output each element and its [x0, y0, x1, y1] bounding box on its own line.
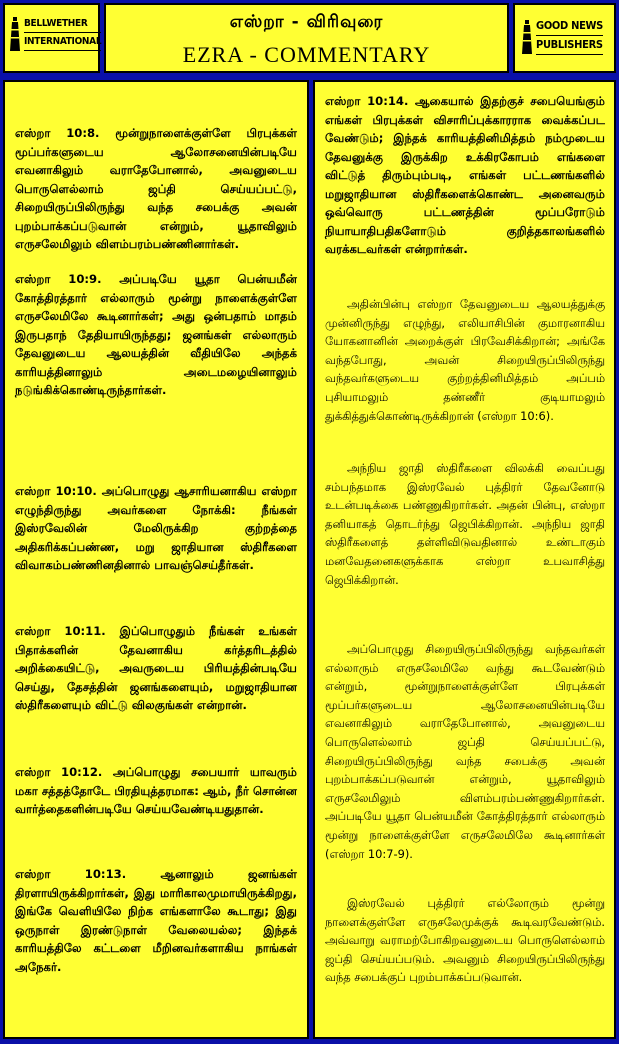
verse-10-12: எஸ்றா 10:12. அப்பொழுது சபையார் யாவரும் மகா சத்தத்தோடே பிரதியுத்தரமாக: ஆம், நீர் சொன்ன வார்த்தைகளின்படியே செய்யவேண்டியதுதான். [15, 765, 297, 816]
verse-10-13: எஸ்றா 10:13. ஆனாலும் ஜனங்கள் திரளாயிருக்கிறார்கள், இது மாரிகாலமுமாயிருக்கிறது, இங்கே வெளியிலே நிற்க எங்களாலே கூடாது; இது ஒருநாள் இரண்டுநாள் வேலையல்ல; இந்தக் காரியத்திலே கட்டளை மீறினவர்களாகிய நாங்கள் அநேகர். [15, 867, 297, 974]
verse-10-9: எஸ்றா 10:9. அப்படியே யூதா பென்யமீன் கோத்திரத்தார் எல்லாரும் மூன்று நாளைக்குள்ளே எருசலேமிலே கூடினார்கள்; அது ஒன்பதாம் மாதம் இருபதாந் தேதியாயிருந்தது; ஜனங்கள் எல்லாரும் தேவனுடைய ஆலயத்தின் வீதியிலே அந்தக் காரியத்தினாலும் அடைமழையினாலும் நடுங்கிக்கொண்டிருந்தார்கள். [15, 272, 297, 397]
commentary-paragraph: அந்நிய ஜாதி ஸ்திரீகளை விலக்கி வைப்பது சம்பந்தமாக இஸ்ரவேல் புத்திரர் தேவனோடு உடன்படிக்கை பண்ணுகிறார்கள். அதன் பின்பு, எஸ்றா தனியாகத் தொடர்ந்து ஜெபிக்கிறான். அந்நிய ஜாதி ஸ்திரீகளைத் தள்ளிவிடுவதினால் உண்டாகும் மனவேதனைகளுக்காக எஸ்றா உபவாசித்து ஜெபிக்கிறான். [325, 461, 605, 587]
commentary-paragraph: அப்பொழுது சிறையிருப்பிலிருந்து வந்தவர்கள் எல்லாரும் எருசலேமிலே வந்து கூடவேண்டும் என்றும், மூன்றுநாளைக்குள்ளே பிரபுக்கள் மூப்பர்களுடைய ஆலோசனையின்படியே எவனாகிலும் வராதேபோனால், அவனுடைய பொருளெல்லாம் ஜப்தி செய்யப்பட்டு, சிறையிருப்பிலிருந்து வந்த சபைக்கு அவன் புறம்பாக்கப்படுவான் என்றும், யூதாவிலும் எருசலேமிலும் விளம்பரம்பண்ணுகிறார்கள். அப்படியே யூதா பென்யமீன் கோத்திரத்தார் எல்லாரும் மூன்று நாளைக்குள்ளே எருசலேமிலே கூடினார்கள் (எஸ்றா 10:7-9). [325, 642, 605, 861]
bellwether-logo-text [24, 15, 101, 51]
lighthouse-icon [9, 15, 21, 51]
commentary-paragraph: அதின்பின்பு எஸ்றா தேவனுடைய ஆலயத்துக்கு முன்னிருந்து எழுந்து, எலியாசிபின் குமாரனாகிய யோகனானின் அறைக்குள் பிரவேசிக்கிறான்; அங்கே வந்தபோது, அவன் சிறையிருப்பிலிருந்து வந்தவர்களுடைய குற்றத்தினிமித்தம் அப்பம் புசியாமலும் தண்ணீர் குடியாமலும் துக்கித்துக்கொண்டிருக்கிறான் (எஸ்றா 10:6). [325, 297, 605, 423]
right-column [313, 80, 616, 1039]
bellwether-logo [3, 3, 100, 73]
lighthouse-icon [521, 18, 533, 54]
verse-10-14: எஸ்றா 10:14. ஆகையால் இதற்குச் சபையெங்கும் எங்கள் பிரபுக்கள் விசாரிப்புக்காரராக வைக்கப்பட வேண்டும்; இந்தக் காரியத்தினிமித்தம் நம்முடைய தேவனுக்கு இருக்கிற உக்கிரகோபம் எங்களை விட்டுத் திரும்பும்படி, எங்கள் பட்டணங்களில் மறுஜாதியான ஸ்திரீகளைக்கொண்ட அனைவரும் ஒவ்வொரு பட்டணத்தின் மூப்பரோடும் நியாயாதிபதிகளோடும் குறித்தகாலங்களில் வரக்கடவர்கள் என்றார்கள். [325, 94, 605, 256]
good-news-logo-text [536, 17, 603, 55]
commentary-paragraph: இஸ்ரவேல் புத்திரர் எல்லோரும் மூன்று நாளைக்குள்ளே எருசலேமுக்குக் கூடிவரவேண்டும். அவ்வாறு வராமற்போகிறவனுடைய பொருளெல்லாம் ஜப்தி செய்யப்படும். அவனும் சிறையிருப்பிலிருந்து வந்த சபைக்குப் புறம்பாக்கப்படுவான். [325, 896, 605, 985]
page-title-tamil: எஸ்றா - விரிவுரை [229, 12, 384, 32]
verse-10-11: எஸ்றா 10:11. இப்பொழுதும் நீங்கள் உங்கள் பிதாக்களின் தேவனாகிய கர்த்தரிடத்தில் அறிக்கையிட்டு, அவருடைய பிரியத்தின்படியே செய்து, தேசத்தின் ஜனங்களையும், மறுஜாதியான ஸ்திரீகளையும் விட்டு விலகுங்கள் என்றான். [15, 624, 297, 712]
logo-line-1: BELLWETHER [24, 15, 101, 33]
verse-10-10: எஸ்றா 10:10. அப்பொழுது ஆசாரியனாகிய எஸ்றா எழுந்திருந்து அவர்களை நோக்கி: நீங்கள் இஸ்ரவேலின் மேலிருக்கிற குற்றத்தை அதிகரிக்கப்பண்ண, மறு ஜாதியான ஸ்திரீகளை விவாகம்பண்ணினதினால் பாவஞ்செய்தீர்கள். [15, 484, 297, 572]
logo-line-2: INTERNATIONAL [24, 33, 101, 51]
left-column [3, 80, 309, 1039]
verse-10-8: எஸ்றா 10:8. மூன்றுநாளைக்குள்ளே பிரபுக்கள் மூப்பர்களுடைய ஆலோசனையின்படியே எவனாகிலும் வராதேபோனால், அவனுடைய பொருளெல்லாம் ஜப்தி செய்யப்பட்டு, சிறையிருப்பிலிருந்து வந்த சபைக்கு அவன் புறம்பாக்கப்படுவான் என்றும், யூதாவிலும் எருசலேமிலும் விளம்பரம்பண்ணினார்கள். [15, 126, 297, 251]
logo-line-2: PUBLISHERS [536, 36, 603, 55]
good-news-logo-wrap [521, 17, 603, 55]
bellwether-logo-wrap [9, 15, 101, 51]
good-news-logo [513, 3, 616, 73]
page-title-box [104, 3, 509, 73]
page-title-english: EZRA - COMMENTARY [182, 42, 431, 67]
logo-line-1: GOOD NEWS [536, 17, 603, 36]
